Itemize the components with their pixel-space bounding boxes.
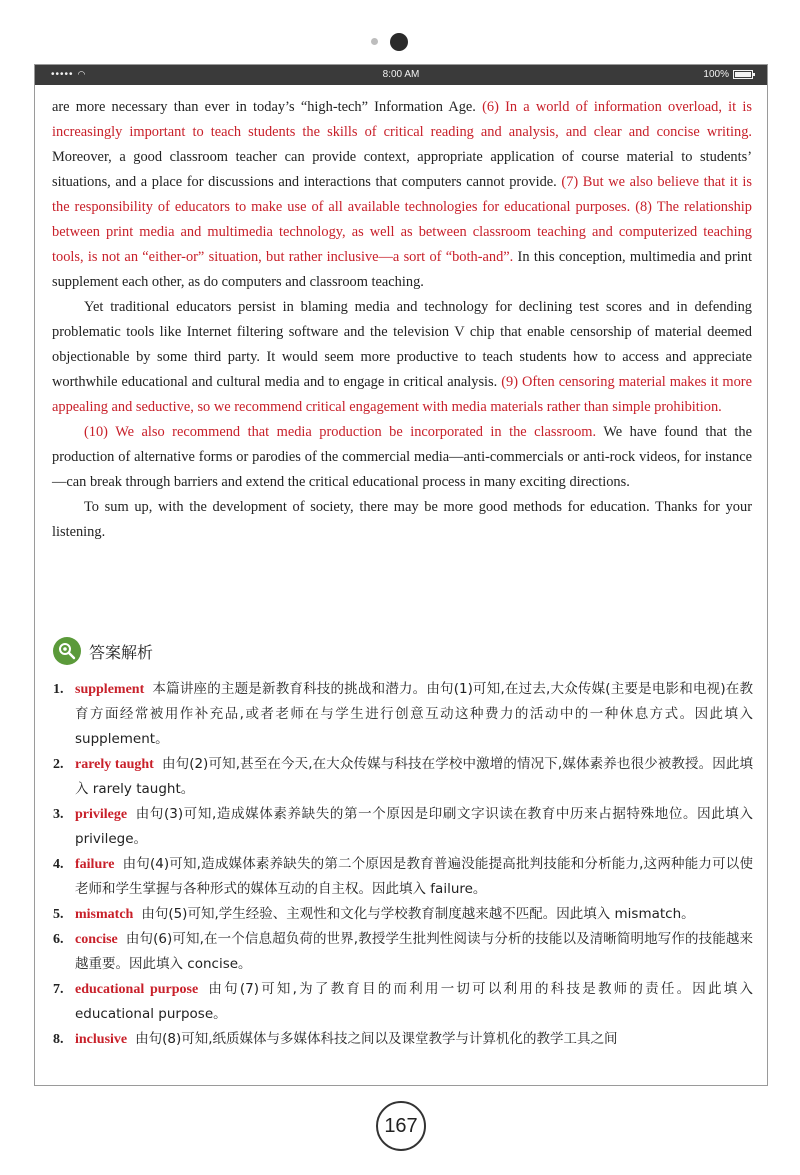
highlighted-sentence: (10) We also recommend that media production be incorporated in the classroom. xyxy=(84,424,597,440)
answer-number: 4. xyxy=(53,857,64,872)
paragraph-3 xyxy=(52,420,752,495)
answer-number: 3. xyxy=(53,807,64,822)
answer-keyword: inclusive xyxy=(75,1032,128,1047)
answer-explanation: 由句(3)可知,造成媒体素养缺失的第一个原因是印刷文字识读在教育中历来占据特殊地位。因此填入 privilege。 xyxy=(75,806,753,847)
answer-number: 6. xyxy=(53,932,64,947)
answer-body xyxy=(75,927,753,977)
highlighted-sentence: (9) Often censoring material makes it more appealing and seductive, so we recommend critical engagement with media materials rather than simple prohibition. xyxy=(52,374,752,415)
passage-text: In this conception, multimedia and print supplement each other, as do computers and classroom teaching. xyxy=(52,249,752,290)
camera-dots xyxy=(0,32,800,52)
answer-explanation: 由句(2)可知,甚至在今天,在大众传媒与科技在学校中激增的情况下,媒体素养也很少被教授。因此填入 rarely taught。 xyxy=(75,756,753,797)
answer-keyword: mismatch xyxy=(75,907,134,922)
sensor-dot xyxy=(371,38,378,45)
answer-item xyxy=(53,1027,753,1052)
magnifier-icon xyxy=(53,637,81,665)
signal-indicator: ••••• ◠ xyxy=(51,69,87,80)
answer-keyword: privilege xyxy=(75,807,128,822)
answer-body xyxy=(75,1027,753,1052)
paragraph-2 xyxy=(52,295,752,420)
battery-icon xyxy=(733,70,753,79)
passage xyxy=(52,95,752,545)
answer-section-title: 答案解析 xyxy=(89,642,154,662)
answer-section-header xyxy=(53,637,153,665)
passage-text: are more necessary than ever in today’s “high-tech” Information Age. xyxy=(52,99,483,115)
page-number: 167 xyxy=(376,1101,426,1151)
answer-body xyxy=(75,977,753,1027)
answer-item xyxy=(53,852,753,902)
answer-item xyxy=(53,752,753,802)
answer-explanation: 由句(8)可知,纸质媒体与多媒体科技之间以及课堂教学与计算机化的教学工具之间 xyxy=(135,1031,618,1047)
passage-text: Yet traditional educators persist in blaming media and technology for declining test scores and in defending problematic tools like Internet filtering software and the television V chip that enable censorship of material deemed objectionable by some third party. It would seem more productive to teach students how to access and appreciate worthwhile educational and cultural media and to engage in critical analysis. xyxy=(52,299,752,390)
tablet-screen xyxy=(34,64,768,1086)
answer-item xyxy=(53,977,753,1027)
answer-body xyxy=(75,677,753,752)
paragraph-1 xyxy=(52,95,752,295)
answer-number: 1. xyxy=(53,682,64,697)
answer-body xyxy=(75,902,753,927)
wifi-icon: ◠ xyxy=(77,69,87,79)
answer-explanation: 由句(4)可知,造成媒体素养缺失的第二个原因是教育普遍没能提高批判技能和分析能力,这两种能力可以使老师和学生掌握与各种形式的媒体互动的自主权。因此填入 failure。 xyxy=(75,856,753,897)
answer-keyword: supplement xyxy=(75,682,145,697)
passage-text: We have found that the production of alternative forms or parodies of the commercial media—anti-commercials or anti-rock videos, for instance—can break through barriers and extend the critical educational process in many exciting directions. xyxy=(52,424,752,490)
answer-body xyxy=(75,802,753,852)
status-bar xyxy=(35,65,767,85)
camera-dot xyxy=(390,33,408,51)
answer-keyword: concise xyxy=(75,932,118,947)
answer-explanation: 本篇讲座的主题是新教育科技的挑战和潜力。由句(1)可知,在过去,大众传媒(主要是电影和电视)在教育方面经常被用作补充品,或者老师在与学生进行创意互动这种费力的活动中的一种休息方式。因此填入 supplement。 xyxy=(75,681,753,747)
highlighted-sentence: (6) In a world of information overload, it is increasingly important to teach students the skills of critical reading and analysis, and clear and concise writing. xyxy=(52,99,752,140)
answer-explanation: 由句(5)可知,学生经验、主观性和文化与学校教育制度越来越不匹配。因此填入 mismatch。 xyxy=(141,906,695,922)
answer-body xyxy=(75,852,753,902)
answer-explanation: 由句(7)可知,为了教育目的而利用一切可以利用的科技是教师的责任。因此填入 educational purpose。 xyxy=(75,981,753,1022)
answer-item xyxy=(53,902,753,927)
answer-item xyxy=(53,677,753,752)
status-time: 8:00 AM xyxy=(382,69,420,80)
passage-text: To sum up, with the development of society, there may be more good methods for education. Thanks for your listening. xyxy=(52,499,752,540)
answer-number: 7. xyxy=(53,982,64,997)
answer-item xyxy=(53,802,753,852)
answer-number: 8. xyxy=(53,1032,64,1047)
answer-keyword: failure xyxy=(75,857,115,872)
answer-item xyxy=(53,927,753,977)
paragraph-4 xyxy=(52,495,752,545)
answer-keyword: rarely taught xyxy=(75,757,154,772)
answer-number: 5. xyxy=(53,907,64,922)
answer-body xyxy=(75,752,753,802)
answer-keyword: educational purpose xyxy=(75,982,199,997)
battery-indicator xyxy=(703,69,753,80)
passage-text: Moreover, a good classroom teacher can provide context, appropriate application of course material to students’ situations, and a place for discussions and interactions that computers cannot provide. xyxy=(52,149,752,190)
answer-number: 2. xyxy=(53,757,64,772)
answer-list xyxy=(53,677,753,1052)
highlighted-sentence: (7) But we also believe that it is the responsibility of educators to make use of all available technologies for educational purposes. (8) The relationship between print media and multimedia technology, as well as between classroom teaching and computerized teaching tools, is not an “either-or” situation, but rather inclusive—a sort of “both-and”. xyxy=(52,174,752,265)
battery-percent: 100% xyxy=(703,69,729,80)
answer-explanation: 由句(6)可知,在一个信息超负荷的世界,教授学生批判性阅读与分析的技能以及清晰简明地写作的技能越来越重要。因此填入 concise。 xyxy=(75,931,753,972)
